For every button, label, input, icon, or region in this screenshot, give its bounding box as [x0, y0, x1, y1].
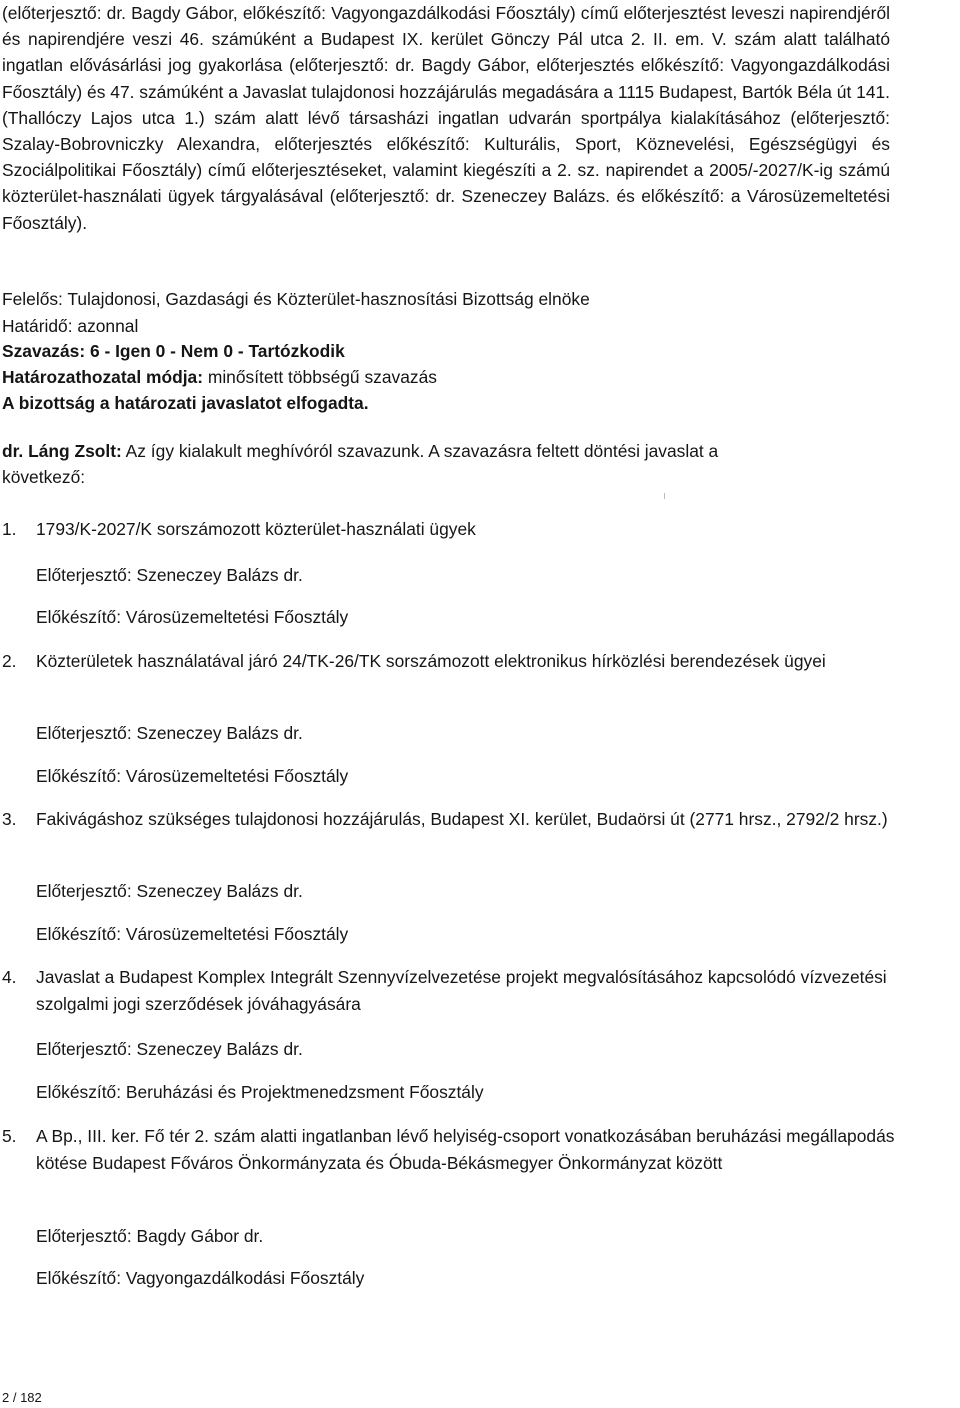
item-eloterjeszto: Előterjesztő: Bagdy Gábor dr. — [36, 1226, 264, 1246]
item-number: 4. — [2, 967, 17, 987]
item-elokeszito: Előkészítő: Vagyongazdálkodási Főosztály — [36, 1268, 365, 1288]
decision-result-line: A bizottság a határozati javaslatot elfogadta. — [2, 393, 369, 413]
speech-text: Az így kialakult meghívóról szavazunk. A szavazásra feltett döntési javaslat a — [121, 441, 719, 461]
item-number: 2. — [2, 651, 17, 671]
item-eloterjeszto: Előterjesztő: Szeneczey Balázs dr. — [36, 565, 303, 585]
item-eloterjeszto: Előterjesztő: Szeneczey Balázs dr. — [36, 881, 303, 901]
hatarido-line: Határidő: azonnal — [2, 316, 139, 336]
item-title: A Bp., III. ker. Fő tér 2. szám alatti ingatlanban lévő helyiség-csoport vonatkozásában beruházási megállapodás kötése Budapest Főváros Önkormányzata és Óbuda-Békásmegyer Önkormányzat között — [36, 1126, 895, 1173]
item-elokeszito: Előkészítő: Beruházási és Projektmenedzsment Főosztály — [36, 1082, 484, 1102]
item-title: Közterületek használatával járó 24/TK-26/TK sorszámozott elektronikus hírközlési berendezések ügyei — [36, 651, 826, 671]
item-elokeszito: Előkészítő: Városüzemeltetési Főosztály — [36, 766, 349, 786]
item-elokeszito: Előkészítő: Városüzemeltetési Főosztály — [36, 924, 349, 944]
item-eloterjeszto: Előterjesztő: Szeneczey Balázs dr. — [36, 723, 303, 743]
decision-method-value: minősített többségű szavazás — [203, 367, 437, 387]
item-number: 1. — [2, 519, 17, 539]
intro-paragraph: (előterjesztő: dr. Bagdy Gábor, előkészítő: Vagyongazdálkodási Főosztály) című előterjesztést leveszi napirendjéről és napirendjére veszi 46. számúként a Budapest IX. kerület Gönczy Pál utca 2. II. em. V. szám alatt található ingatlan elővásárlási jog gyakorlása (előterjesztő: dr. Bagdy Gábor, előterjesztés előkészítő: Vagyongazdálkodási Főosztály) és 47. számúként a Javaslat tulajdonosi hozzájárulás megadására a 1115 Budapest, Bartók Béla út 141. (Thallóczy Lajos utca 1.) szám alatt lévő társasházi ingatlan udvarán sportpálya kialakításához (előterjesztő: Szalay-Bobrovniczky Alexandra, előterjesztés előkészítő: Kulturális, Sport, Köznevelési, Egészségügyi és Szociálpolitikai Főosztály) című előterjesztéseket, valamint kiegészíti a 2. sz. napirendet a 2005/-2027/K-ig számú közterület-használati ügyek tárgyalásával (előterjesztő: dr. Szeneczey Balázs. és előkészítő: a Városüzemeltetési Főosztály). — [2, 3, 890, 233]
page-number: 2 / 182 — [2, 1390, 42, 1405]
scan-mark — [664, 493, 665, 499]
felelos-line: Felelős: Tulajdonosi, Gazdasági és Közterület-hasznosítási Bizottság elnöke — [2, 289, 590, 309]
item-title: Javaslat a Budapest Komplex Integrált Szennyvízelvezetése projekt megvalósításához kapcsolódó vízvezetési szolgalmi jogi szerződések jóváhagyására — [36, 967, 887, 1014]
speaker-name: dr. Láng Zsolt: — [2, 441, 122, 461]
item-number: 5. — [2, 1126, 17, 1146]
decision-method-line — [2, 364, 437, 390]
item-number: 3. — [2, 809, 17, 829]
item-title: Fakivágáshoz szükséges tulajdonosi hozzájárulás, Budapest XI. kerület, Budaörsi út (2771 hrsz., 2792/2 hrsz.) — [36, 809, 888, 829]
vote-count-line: Szavazás: 6 - Igen 0 - Nem 0 - Tartózkodik — [2, 341, 345, 361]
item-title: 1793/K-2027/K sorszámozott közterület-használati ügyek — [36, 519, 476, 539]
item-elokeszito: Előkészítő: Városüzemeltetési Főosztály — [36, 607, 349, 627]
speech-line-2: következő: — [2, 467, 86, 487]
item-eloterjeszto: Előterjesztő: Szeneczey Balázs dr. — [36, 1039, 303, 1059]
decision-method-label: Határozathozatal módja: — [2, 367, 203, 387]
speech-line-1 — [2, 438, 718, 464]
